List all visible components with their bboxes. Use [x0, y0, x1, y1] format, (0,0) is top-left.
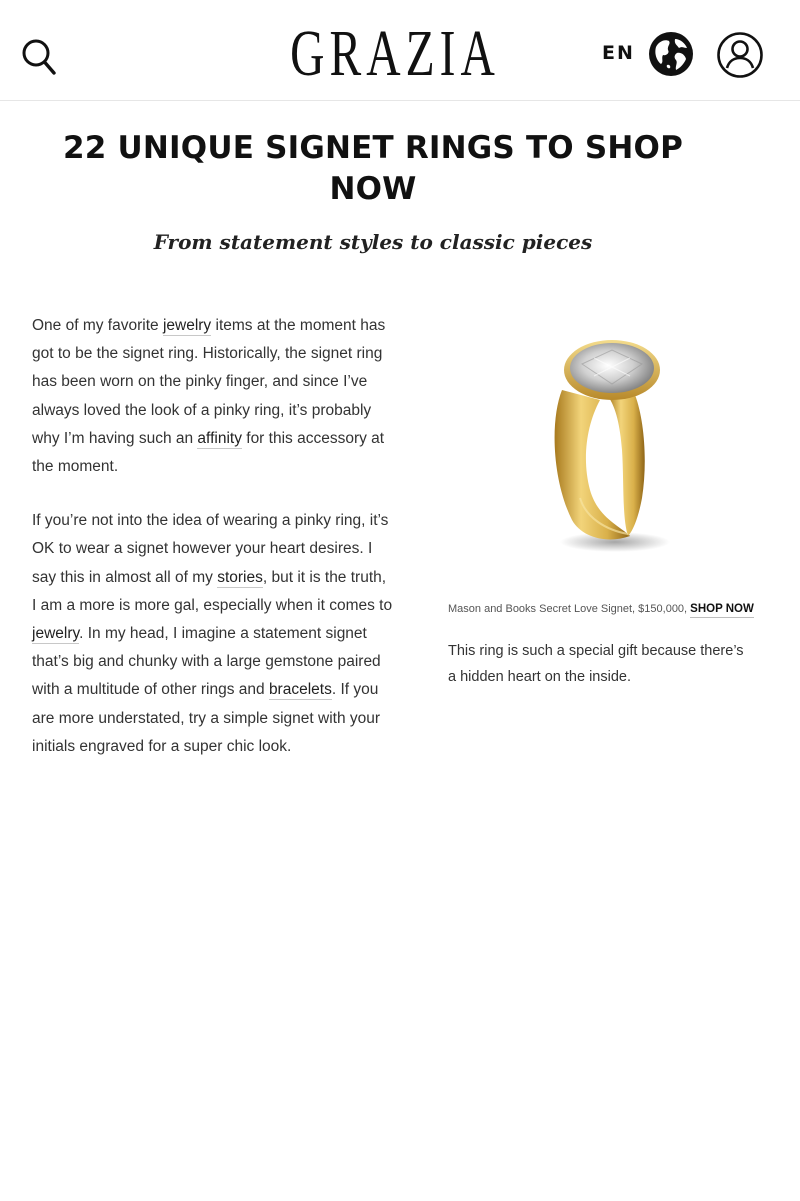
globe-icon: [648, 31, 694, 77]
article-subtitle: From statement styles to classic pieces: [153, 230, 593, 254]
search-icon: [20, 36, 58, 78]
stories-link[interactable]: stories: [217, 568, 263, 586]
article-title: 22 UNIQUE SIGNET RINGS TO SHOP NOW: [63, 130, 683, 207]
article-body: [32, 312, 394, 787]
language-globe-button[interactable]: [648, 31, 694, 77]
user-account-icon: [716, 31, 764, 79]
bracelets-link[interactable]: bracelets: [268, 681, 332, 699]
body-paragraph-2: If you’re not into the idea of wearing a pinky ring, it’s OK to wear a signet however your heart desires. I say this in almost all of my stories, but it is the truth, I am a more is more gal, especially when it comes to jewelry. In my head, I imagine a statement signet that’s big and chunky with a large gemstone paired with a multitude of other rings and bracelets. If you are more understated, try a simple signet with your initials engraved for a super chic look.: [32, 512, 393, 755]
language-selector-label[interactable]: EN: [602, 42, 635, 64]
affinity-link[interactable]: affinity: [197, 429, 242, 447]
jewelry-link-2[interactable]: jewelry: [32, 625, 80, 643]
shop-now-link[interactable]: SHOP NOW: [690, 603, 754, 618]
product-image-signet-ring[interactable]: [520, 330, 670, 570]
site-header: [0, 0, 800, 101]
product-caption: Mason and Books Secret Love Signet, $150,000, SHOP NOW: [448, 603, 778, 615]
body-paragraph-1: One of my favorite jewelry items at the moment has got to be the signet ring. Historically, the signet ring has been worn on the pinky finger, and since I’ve always loved the look of a pinky ring, it’s probably why I’m having such an affinity for this accessory at the moment.: [32, 317, 386, 476]
search-button[interactable]: [20, 36, 58, 78]
signet-ring-illustration: [520, 330, 670, 570]
site-logo[interactable]: GRAZIA: [290, 17, 500, 90]
account-button[interactable]: [716, 31, 764, 79]
jewelry-link[interactable]: jewelry: [162, 317, 212, 334]
product-description: This ring is such a special gift because there’s a hidden heart on the inside.: [448, 643, 744, 685]
